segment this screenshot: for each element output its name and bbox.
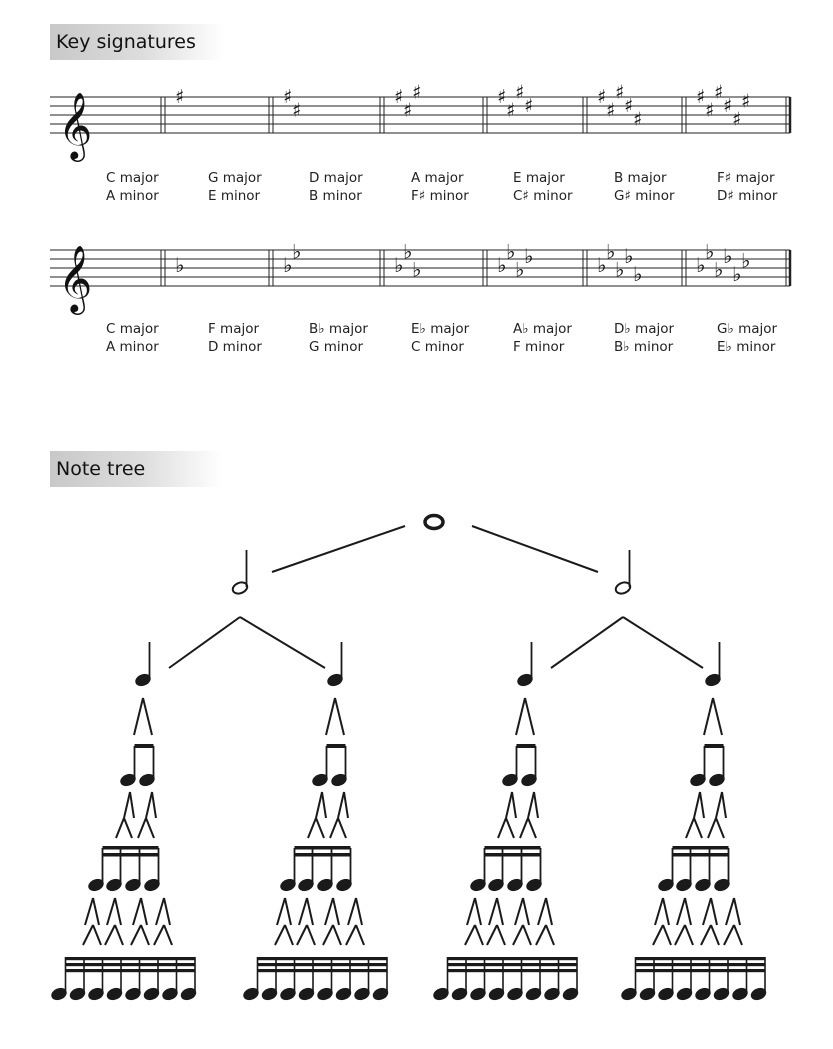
flat-icon: ♭: [394, 253, 404, 277]
branch-line: [277, 898, 285, 925]
branch-line: [523, 925, 531, 945]
major-key-label: G major: [208, 170, 262, 186]
branch-line: [299, 898, 307, 925]
flat-icon: ♭: [633, 262, 643, 286]
branch-line: [133, 898, 141, 925]
branch-line: [711, 898, 717, 925]
sharp-icon: ♯: [606, 99, 616, 122]
beam: [673, 853, 729, 857]
sharp-icon: ♯: [283, 86, 293, 108]
minor-key-label: E minor: [208, 188, 261, 204]
branch-line: [164, 925, 172, 945]
major-key-label: B♭ major: [309, 321, 368, 337]
branch-line: [489, 898, 497, 925]
minor-key-label: D♯ minor: [717, 188, 778, 204]
branch-line: [724, 925, 734, 945]
sharp-icon: ♯: [696, 86, 706, 108]
branch-line: [472, 526, 598, 572]
major-key-label: D major: [309, 170, 363, 186]
sharp-icon: ♯: [714, 81, 724, 104]
flat-icon: ♭: [497, 253, 507, 277]
flat-icon: ♭: [723, 244, 733, 268]
branch-line: [323, 925, 333, 945]
flat-icon: ♭: [741, 248, 751, 273]
minor-key-label: A minor: [106, 339, 159, 355]
sharp-icon: ♯: [175, 86, 185, 108]
minor-key-label: B minor: [309, 188, 362, 204]
branch-line: [134, 698, 143, 735]
sharp-icon: ♯: [633, 108, 643, 131]
branch-line: [546, 898, 552, 925]
branch-line: [722, 792, 726, 818]
branch-line: [131, 925, 141, 945]
branch-line: [333, 898, 339, 925]
minor-key-label: G♯ minor: [614, 188, 675, 204]
sharp-icon: ♯: [515, 81, 525, 104]
flat-icon: ♭: [606, 239, 616, 264]
branch-line: [523, 898, 529, 925]
sharp-icon: ♯: [723, 95, 733, 117]
branch-line: [467, 898, 475, 925]
minor-key-label: F♯ minor: [411, 188, 469, 204]
branch-line: [240, 617, 325, 668]
beam: [66, 963, 196, 966]
beam: [636, 963, 766, 966]
beam: [636, 969, 766, 972]
branch-line: [333, 925, 341, 945]
branch-line: [534, 792, 538, 818]
branch-line: [663, 898, 669, 925]
branch-line: [726, 898, 734, 925]
branch-line: [93, 898, 99, 925]
branch-line: [146, 792, 152, 818]
branch-line: [694, 818, 702, 838]
sharp-icon: ♯: [292, 99, 302, 122]
minor-key-label: C minor: [411, 339, 464, 355]
minor-key-label: C♯ minor: [513, 188, 573, 204]
flat-icon: ♭: [283, 253, 293, 277]
flat-icon: ♭: [403, 239, 413, 264]
minor-key-label: A minor: [106, 188, 159, 204]
branch-line: [704, 698, 713, 735]
branch-line: [653, 925, 663, 945]
branch-line: [686, 818, 694, 838]
branch-line: [348, 898, 356, 925]
beam: [295, 846, 351, 850]
flat-icon: ♭: [506, 239, 516, 264]
major-key-label: D♭ major: [614, 321, 675, 337]
branch-line: [516, 698, 525, 735]
branch-line: [152, 792, 156, 818]
major-key-label: A major: [411, 170, 464, 186]
branch-line: [83, 925, 93, 945]
branch-line: [700, 792, 704, 818]
branch-line: [663, 925, 671, 945]
beam: [673, 846, 729, 850]
major-key-label: A♭ major: [513, 321, 572, 337]
branch-line: [146, 818, 154, 838]
branch-line: [141, 925, 149, 945]
branch-line: [143, 698, 152, 735]
flat-icon: ♭: [292, 239, 302, 264]
beam: [258, 969, 388, 972]
minor-key-label: D minor: [208, 339, 262, 355]
branch-line: [356, 898, 362, 925]
sharp-icon: ♯: [403, 99, 413, 122]
major-key-label: G♭ major: [717, 321, 778, 337]
major-key-label: B major: [614, 170, 667, 186]
branch-line: [356, 925, 364, 945]
sharp-icon: ♯: [497, 86, 507, 108]
branch-line: [708, 818, 716, 838]
beam: [103, 846, 159, 850]
note-tree-heading: Note tree: [50, 451, 222, 487]
branch-line: [694, 792, 700, 818]
branch-line: [124, 792, 130, 818]
branch-line: [513, 925, 523, 945]
branch-line: [322, 792, 326, 818]
sharp-icon: ♯: [524, 95, 534, 117]
minor-key-label: F minor: [513, 339, 565, 355]
flat-icon: ♭: [615, 257, 625, 282]
branch-line: [675, 925, 685, 945]
beam: [705, 744, 724, 748]
minor-key-label: G minor: [309, 339, 364, 355]
branch-line: [297, 925, 307, 945]
branch-line: [623, 617, 703, 668]
branch-line: [338, 792, 344, 818]
branch-line: [538, 898, 546, 925]
branch-line: [169, 617, 240, 668]
branch-line: [515, 898, 523, 925]
branch-line: [465, 925, 475, 945]
flat-icon: ♭: [705, 239, 715, 264]
branch-line: [338, 818, 346, 838]
branch-line: [325, 898, 333, 925]
beam: [258, 957, 388, 960]
branch-line: [330, 818, 338, 838]
branch-line: [528, 818, 536, 838]
sharp-icon: ♯: [597, 86, 607, 108]
branch-line: [335, 698, 344, 735]
branch-line: [272, 526, 405, 572]
treble-clef-icon: 𝄞: [58, 91, 93, 159]
flat-icon: ♭: [412, 257, 422, 282]
whole-note: [425, 516, 443, 529]
branch-line: [512, 792, 516, 818]
beam: [103, 853, 159, 857]
branch-line: [93, 925, 101, 945]
branch-line: [685, 898, 691, 925]
branch-line: [124, 818, 132, 838]
branch-line: [346, 925, 356, 945]
beam: [66, 969, 196, 972]
beam: [485, 853, 541, 857]
branch-line: [130, 792, 134, 818]
sharp-icon: ♯: [705, 99, 715, 122]
flat-icon: ♭: [515, 257, 525, 282]
branch-line: [528, 792, 534, 818]
branch-line: [685, 925, 693, 945]
major-key-label: F major: [208, 321, 260, 337]
branch-line: [307, 925, 315, 945]
branch-line: [716, 818, 724, 838]
flat-icon: ♭: [597, 253, 607, 277]
beam: [517, 744, 536, 748]
branch-line: [546, 925, 554, 945]
branch-line: [115, 898, 121, 925]
branch-line: [275, 925, 285, 945]
sharp-icon: ♯: [741, 90, 751, 113]
branch-line: [475, 925, 483, 945]
branch-line: [711, 925, 719, 945]
key-signatures-heading: Key signatures: [50, 24, 224, 60]
beam: [135, 744, 154, 748]
branch-line: [525, 698, 534, 735]
sharp-icon: ♯: [394, 86, 404, 108]
branch-line: [551, 617, 623, 668]
treble-clef-icon: 𝄞: [58, 244, 93, 312]
beam: [448, 963, 578, 966]
branch-line: [734, 925, 742, 945]
flat-icon: ♭: [714, 257, 724, 282]
flat-icon: ♭: [524, 244, 534, 268]
flat-icon: ♭: [696, 253, 706, 277]
branch-line: [734, 898, 740, 925]
branch-line: [497, 898, 503, 925]
sharp-icon: ♯: [624, 95, 634, 117]
branch-line: [316, 818, 324, 838]
branch-line: [164, 898, 170, 925]
sharp-icon: ♯: [615, 81, 625, 104]
sharp-icon: ♯: [506, 99, 516, 122]
branch-line: [308, 818, 316, 838]
beam: [327, 744, 346, 748]
minor-key-label: B♭ minor: [614, 339, 674, 355]
beam: [295, 853, 351, 857]
branch-line: [520, 818, 528, 838]
beam: [448, 969, 578, 972]
branch-line: [344, 792, 348, 818]
flat-icon: ♭: [732, 262, 742, 286]
flat-icon: ♭: [624, 244, 634, 268]
sharp-icon: ♯: [412, 81, 422, 104]
branch-line: [701, 925, 711, 945]
beam: [66, 957, 196, 960]
major-key-label: E♭ major: [411, 321, 470, 337]
major-key-label: F♯ major: [717, 170, 775, 186]
beam: [485, 846, 541, 850]
branch-line: [475, 898, 481, 925]
branch-line: [487, 925, 497, 945]
major-key-label: C major: [106, 321, 159, 337]
minor-key-label: E♭ minor: [717, 339, 776, 355]
beam: [448, 957, 578, 960]
branch-line: [713, 698, 722, 735]
major-key-label: C major: [106, 170, 159, 186]
branch-line: [326, 698, 335, 735]
branch-line: [677, 898, 685, 925]
branch-line: [115, 925, 123, 945]
branch-line: [497, 925, 505, 945]
branch-line: [285, 925, 293, 945]
branch-line: [498, 818, 506, 838]
beam: [258, 963, 388, 966]
branch-line: [138, 818, 146, 838]
sharp-icon: ♯: [732, 108, 742, 131]
branch-line: [307, 898, 313, 925]
branch-line: [154, 925, 164, 945]
branch-line: [506, 818, 514, 838]
branch-line: [116, 818, 124, 838]
major-key-label: E major: [513, 170, 565, 186]
flat-icon: ♭: [175, 253, 185, 277]
branch-line: [141, 898, 147, 925]
branch-line: [156, 898, 164, 925]
branch-line: [107, 898, 115, 925]
branch-line: [703, 898, 711, 925]
beam: [636, 957, 766, 960]
branch-line: [285, 898, 291, 925]
branch-line: [105, 925, 115, 945]
branch-line: [316, 792, 322, 818]
branch-line: [536, 925, 546, 945]
branch-line: [85, 898, 93, 925]
branch-line: [506, 792, 512, 818]
branch-line: [655, 898, 663, 925]
branch-line: [716, 792, 722, 818]
